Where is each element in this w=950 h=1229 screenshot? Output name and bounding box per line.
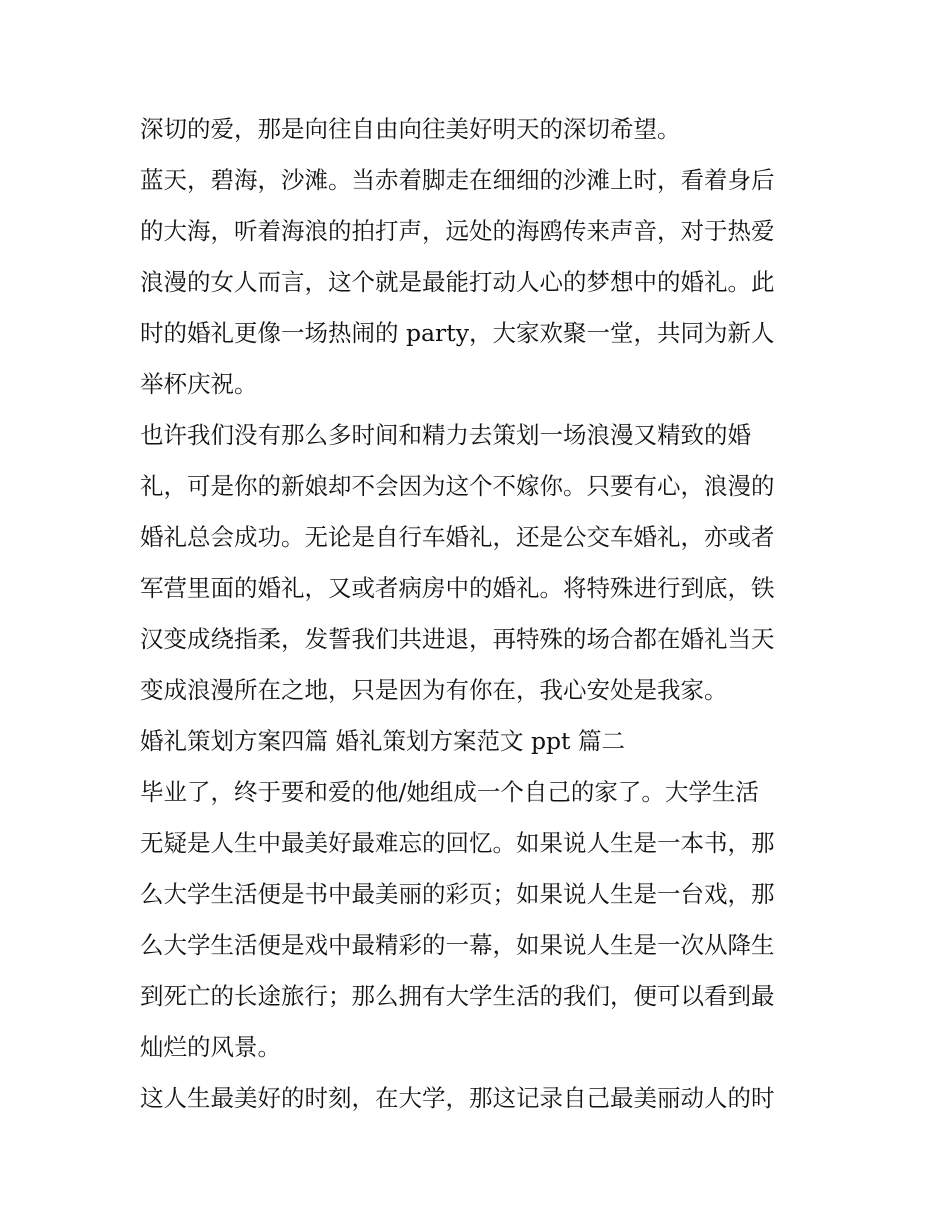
text-line: 蓝天，碧海，沙滩。当赤着脚走在细细的沙滩上时，看着身后	[140, 166, 775, 194]
text-line: 婚礼总会成功。无论是自行车婚礼，还是公交车婚礼，亦或者	[140, 523, 775, 551]
text-line: 到死亡的长途旅行；那么拥有大学生活的我们，便可以看到最	[140, 982, 775, 1010]
text-line: 军营里面的婚礼，又或者病房中的婚礼。将特殊进行到底，铁	[140, 574, 775, 602]
text-line: 灿烂的风景。	[140, 1033, 281, 1061]
text-line: 时的婚礼更像一场热闹的 party，大家欢聚一堂，共同为新人	[140, 319, 775, 347]
text-line: 浪漫的女人而言，这个就是最能打动人心的梦想中的婚礼。此	[140, 268, 775, 296]
text-line: 么大学生活便是戏中最精彩的一幕，如果说人生是一次从降生	[140, 931, 775, 959]
text-line: 毕业了，终于要和爱的他/她组成一个自己的家了。大学生活	[140, 778, 759, 806]
text-line: 无疑是人生中最美好最难忘的回忆。如果说人生是一本书，那	[140, 829, 775, 857]
text-line: 这人生最美好的时刻，在大学，那这记录自己最美丽动人的时	[140, 1084, 775, 1112]
text-line: 变成浪漫所在之地，只是因为有你在，我心安处是我家。	[140, 676, 728, 704]
text-line: 礼，可是你的新娘却不会因为这个不嫁你。只要有心，浪漫的	[140, 472, 775, 500]
text-line: 也许我们没有那么多时间和精力去策划一场浪漫又精致的婚	[140, 421, 751, 449]
text-line: 么大学生活便是书中最美丽的彩页；如果说人生是一台戏，那	[140, 880, 775, 908]
section-heading: 婚礼策划方案四篇 婚礼策划方案范文 ppt 篇二	[140, 727, 625, 755]
text-line: 的大海，听着海浪的拍打声，远处的海鸥传来声音，对于热爱	[140, 217, 775, 245]
text-line: 汉变成绕指柔，发誓我们共进退，再特殊的场合都在婚礼当天	[140, 625, 775, 653]
text-line: 深切的爱，那是向往自由向往美好明天的深切希望。	[140, 115, 681, 143]
text-line: 举杯庆祝。	[140, 370, 258, 398]
